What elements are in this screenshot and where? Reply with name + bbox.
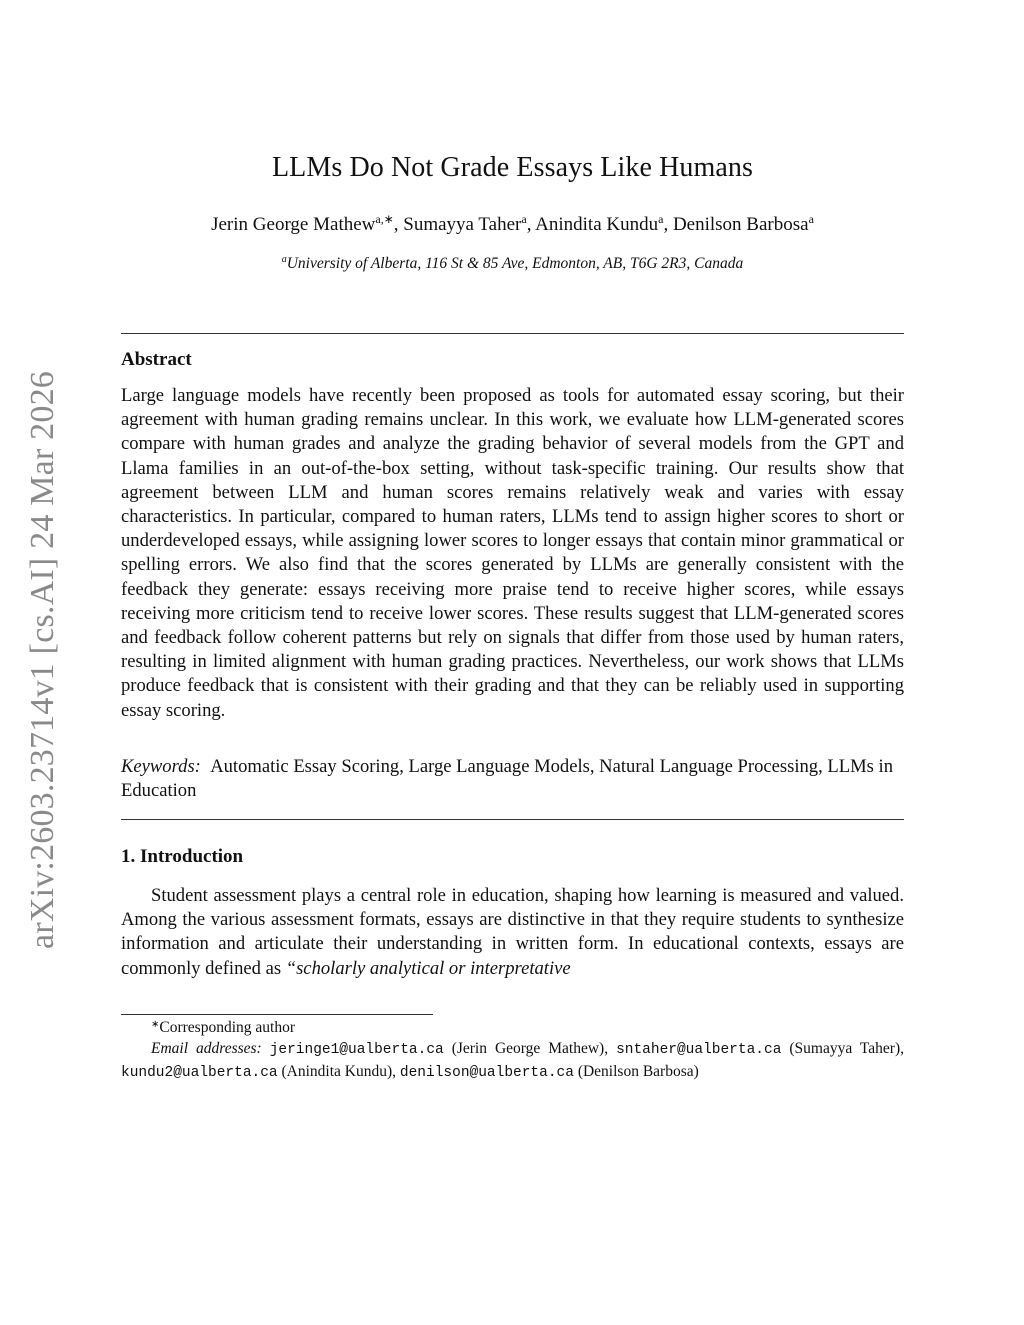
email-entry: denilson@ualberta.ca (Denilson Barbosa) [399,1063,699,1081]
email-link[interactable]: jeringe1@ualberta.ca [269,1042,444,1058]
affiliation [121,255,904,273]
author: Denilson Barbosa$^a$ [672,212,814,235]
email-entry: sntaher@ualberta.ca (Sumayya Taher), [616,1040,904,1058]
affiliation-mark: a [281,254,287,265]
footnotes [121,1017,904,1084]
email-entry: kundu2@ualberta.ca (Anindita Kundu), [121,1063,400,1081]
keywords-text: Automatic Essay Scoring, Large Language Models, Natural Language Processing, LLMs in Education [121,756,893,802]
abstract-top-rule [121,333,904,334]
email-addresses-note: Email addresses: jeringe1@ualberta.ca (Jerin George Mathew), sntaher@ualberta.ca (Sumayya Taher), kundu2@ualberta.ca (Anindita Kundu), denilson@ualberta.ca (Denilson Barbosa) [121,1040,904,1081]
introduction-heading: 1. Introduction [121,846,244,867]
keywords [121,755,904,803]
affiliation-text: University of Alberta, 116 St & 85 Ave, Edmonton, AB, T6G 2R3, Canada [286,255,744,272]
email-entry: jeringe1@ualberta.ca (Jerin George Mathew), [269,1040,617,1058]
arxiv-identifier: arXiv:2603.23714v1 [cs.AI] 24 Mar 2026 [24,371,62,949]
arxiv-stamp [19,370,67,950]
abstract-bottom-rule [121,819,904,820]
author: Anindita Kundu$^a$, [535,212,673,235]
corresponding-author-note: ∗Corresponding author [151,1019,295,1036]
introduction-text: Student assessment plays a central role in education, shaping how learning is measured and valued. Among the various assessment formats, essays are distinctive in that they require students to synthesize information and articulate their understanding in written form. In educational contexts, essays are commonly defined as “scholarly analytical or interpretative [121,885,904,979]
abstract-heading: Abstract [121,349,192,370]
paper-title: LLMs Do Not Grade Essays Like Humans [271,152,754,183]
email-link[interactable]: denilson@ualberta.ca [399,1065,574,1081]
abstract-text: Large language models have recently been proposed as tools for automated essay scoring, but their agreement with human grading remains unclear. In this work, we evaluate how LLM-generated scores compare with human grades and analyze the grading behavior of several models from the GPT and Llama families in an out-of-the-box setting, without task-specific training. Our results show that agreement between LLM and human scores remains relatively weak and varies with essay characteristics. In particular, compared to human raters, LLMs tend to assign higher scores to short or underdeveloped essays, while assigning lower scores to longer essays that contain minor grammatical or spelling errors. We also find that the scores generated by LLMs are generally consistent with the feedback they generate: essays receiving more praise tend to receive higher scores, while essays receiving more criticism tend to receive lower scores. These results suggest that LLM-generated scores and feedback follow coherent patterns but rely on signals that differ from those used by human raters, resulting in limited alignment with human grading practices. Nevertheless, our work shows that LLMs produce feedback that is consistent with their grading and that they can be reliably used in supporting essay scoring. [121,385,904,721]
introduction-quote: “scholarly analytical or interpretative [285,957,571,979]
author: Jerin George Mathew$^{a,∗}$, [211,212,404,235]
author: Sumayya Taher$^a$, [403,212,536,235]
email-link[interactable]: kundu2@ualberta.ca [121,1065,278,1081]
email-link[interactable]: sntaher@ualberta.ca [616,1042,782,1058]
footnote-rule [121,1014,433,1015]
keywords-label: Keywords: [121,756,201,777]
author-list [121,214,904,236]
